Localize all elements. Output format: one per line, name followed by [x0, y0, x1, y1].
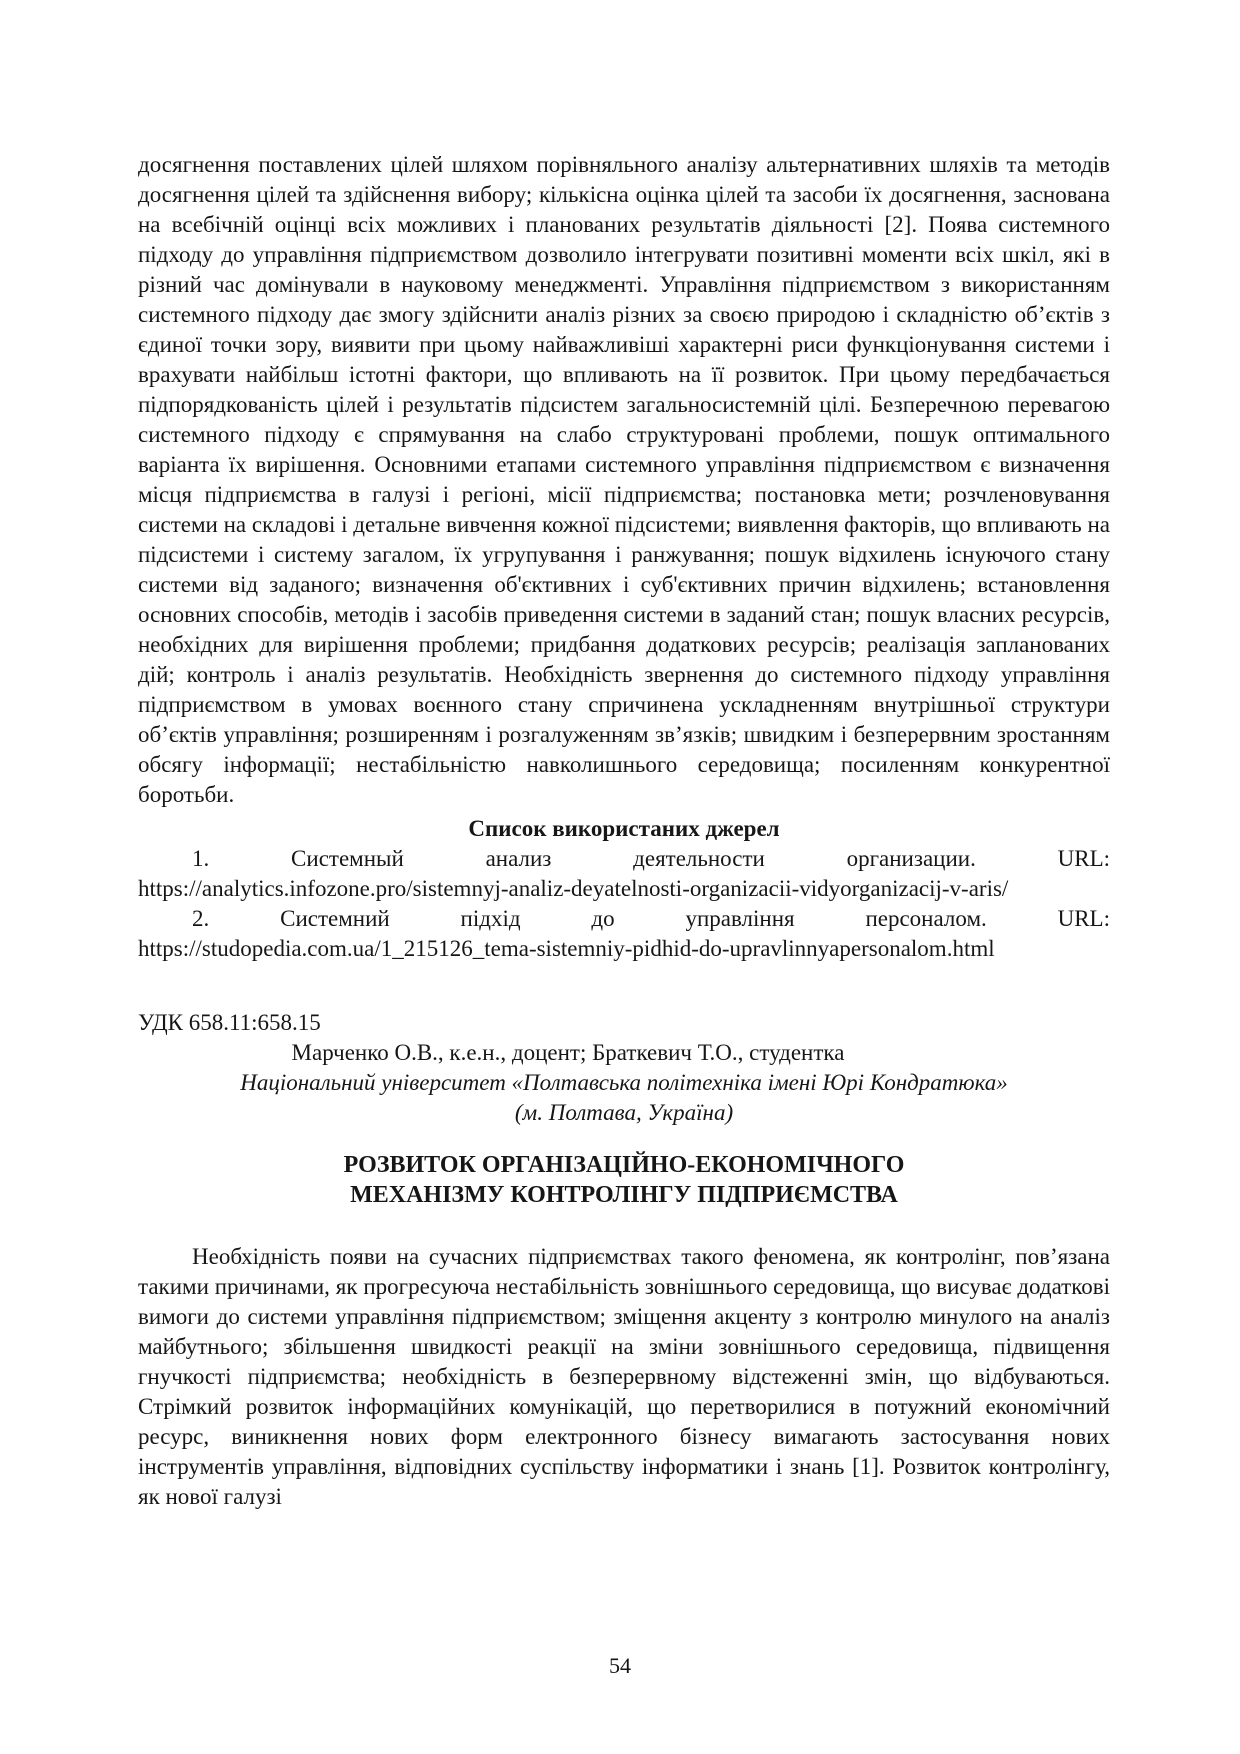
- text-block: [138, 150, 1110, 1512]
- reference-head: [138, 904, 1110, 934]
- url-label: URL:: [1057, 846, 1111, 871]
- reference-number: 2.: [192, 906, 210, 931]
- authors-line: Марченко О.В., к.е.н., доцент; Браткевич Т.О., студентка: [291, 1040, 845, 1065]
- article-title: РОЗВИТОК ОРГАНІЗАЦІЙНО-ЕКОНОМІЧНОГО МЕХАНІЗМУ КОНТРОЛІНГУ ПІДПРИЄМСТВА: [343, 1152, 905, 1208]
- page-number: 54: [609, 1653, 631, 1678]
- reference-url: https://analytics.infozone.pro/sistemnyj-analiz-deyatelnosti-organizacii-vidyorganizacij-v-aris/: [138, 876, 1009, 901]
- udc-code: УДК 658.11:658.15: [138, 1010, 321, 1035]
- reference-item: [138, 904, 1110, 964]
- continuation-paragraph: досягнення поставлених цілей шляхом порівняльного аналізу альтернативних шляхів та методів досягнення цілей та здійснення вибору; кількісна оцінка цілей та засоби їх досягнення, заснована на всебічній оцінці всіх можливих і планованих результатів діяльності [2]. Поява системного підходу до управління підприємством дозволило інтегрувати позитивні моменти всіх шкіл, які в різний час домінували в науковому менеджменті. Управління підприємством з використанням системного підходу дає змогу здійснити аналіз різних за своєю природою і складністю об’єктів з єдиної точки зору, виявити при цьому найважливіші характерні риси функціонування системи і врахувати найбільш істотні фактори, що впливають на її розвиток. При цьому передбачається підпорядкованість цілей і результатів підсистем загальносистемній цілі. Безперечною перевагою системного підходу є спрямування на слабо структуровані проблеми, пошук оптимального варіанта їх вирішення. Основними етапами системного управління підприємством є визначення місця підприємства в галузі і регіоні, місії підприємства; постановка мети; розчленовування системи на складові і детальне вивчення кожної підсистеми; виявлення факторів, що впливають на підсистеми і систему загалом, їх угрупування і ранжування; пошук відхилень існуючого стану системи від заданого; визначення об'єктивних і суб'єктивних причин відхилень; встановлення основних способів, методів і засобів приведення системи в заданий стан; пошук власних ресурсів, необхідних для вирішення проблеми; придбання додаткових ресурсів; реалізація запланованих дій; контроль і аналіз результатів. Необхідність звернення до системного підходу управління підприємством в умовах воєнного стану спричинена ускладненням внутрішньої структури об’єктів управління; розширенням і розгалуженням зв’язків; швидким і безперервним зростанням обсягу інформації; нестабільністю навколишнього середовища; посиленням конкурентної боротьби.: [138, 152, 1110, 807]
- references-heading: Список використаних джерел: [468, 816, 780, 841]
- reference-text: Системний підхід до управління персоналом.: [280, 906, 987, 931]
- url-label: URL:: [1057, 906, 1110, 931]
- reference-item: [138, 844, 1110, 904]
- reference-text: Системный анализ деятельности организации.: [291, 846, 976, 871]
- body-paragraph: Необхідність появи на сучасних підприємствах такого феномена, як контролінг, пов’язана такими причинами, як прогресуюча нестабільність зовнішнього середовища, що висуває додаткові вимоги до системи управління підприємством; зміщення акценту з контролю минулого на аналіз майбутнього; збільшення швидкості реакції на зміни зовнішнього середовища, підвищення гнучкості підприємства; необхідність в безперервному відстеженні змін, що відбуваються. Стрімкий розвиток інформаційних комунікацій, що перетворилися в потужний економічний ресурс, виникнення нових форм електронного бізнесу вимагають застосування нових інструментів управління, відповідних суспільству інформатики і знань [1]. Розвиток контролінгу, як нової галузі: [138, 1244, 1110, 1509]
- reference-number: 1.: [192, 846, 210, 871]
- affiliation-line: Національний університет «Полтавська політехніка імені Юрі Кондратюка»: [240, 1070, 1008, 1095]
- reference-head: [138, 844, 1110, 874]
- reference-url: https://studopedia.com.ua/1_215126_tema-sistemniy-pidhid-do-upravlinnyapersonalom.html: [138, 936, 995, 961]
- location-line: (м. Полтава, Україна): [514, 1100, 734, 1125]
